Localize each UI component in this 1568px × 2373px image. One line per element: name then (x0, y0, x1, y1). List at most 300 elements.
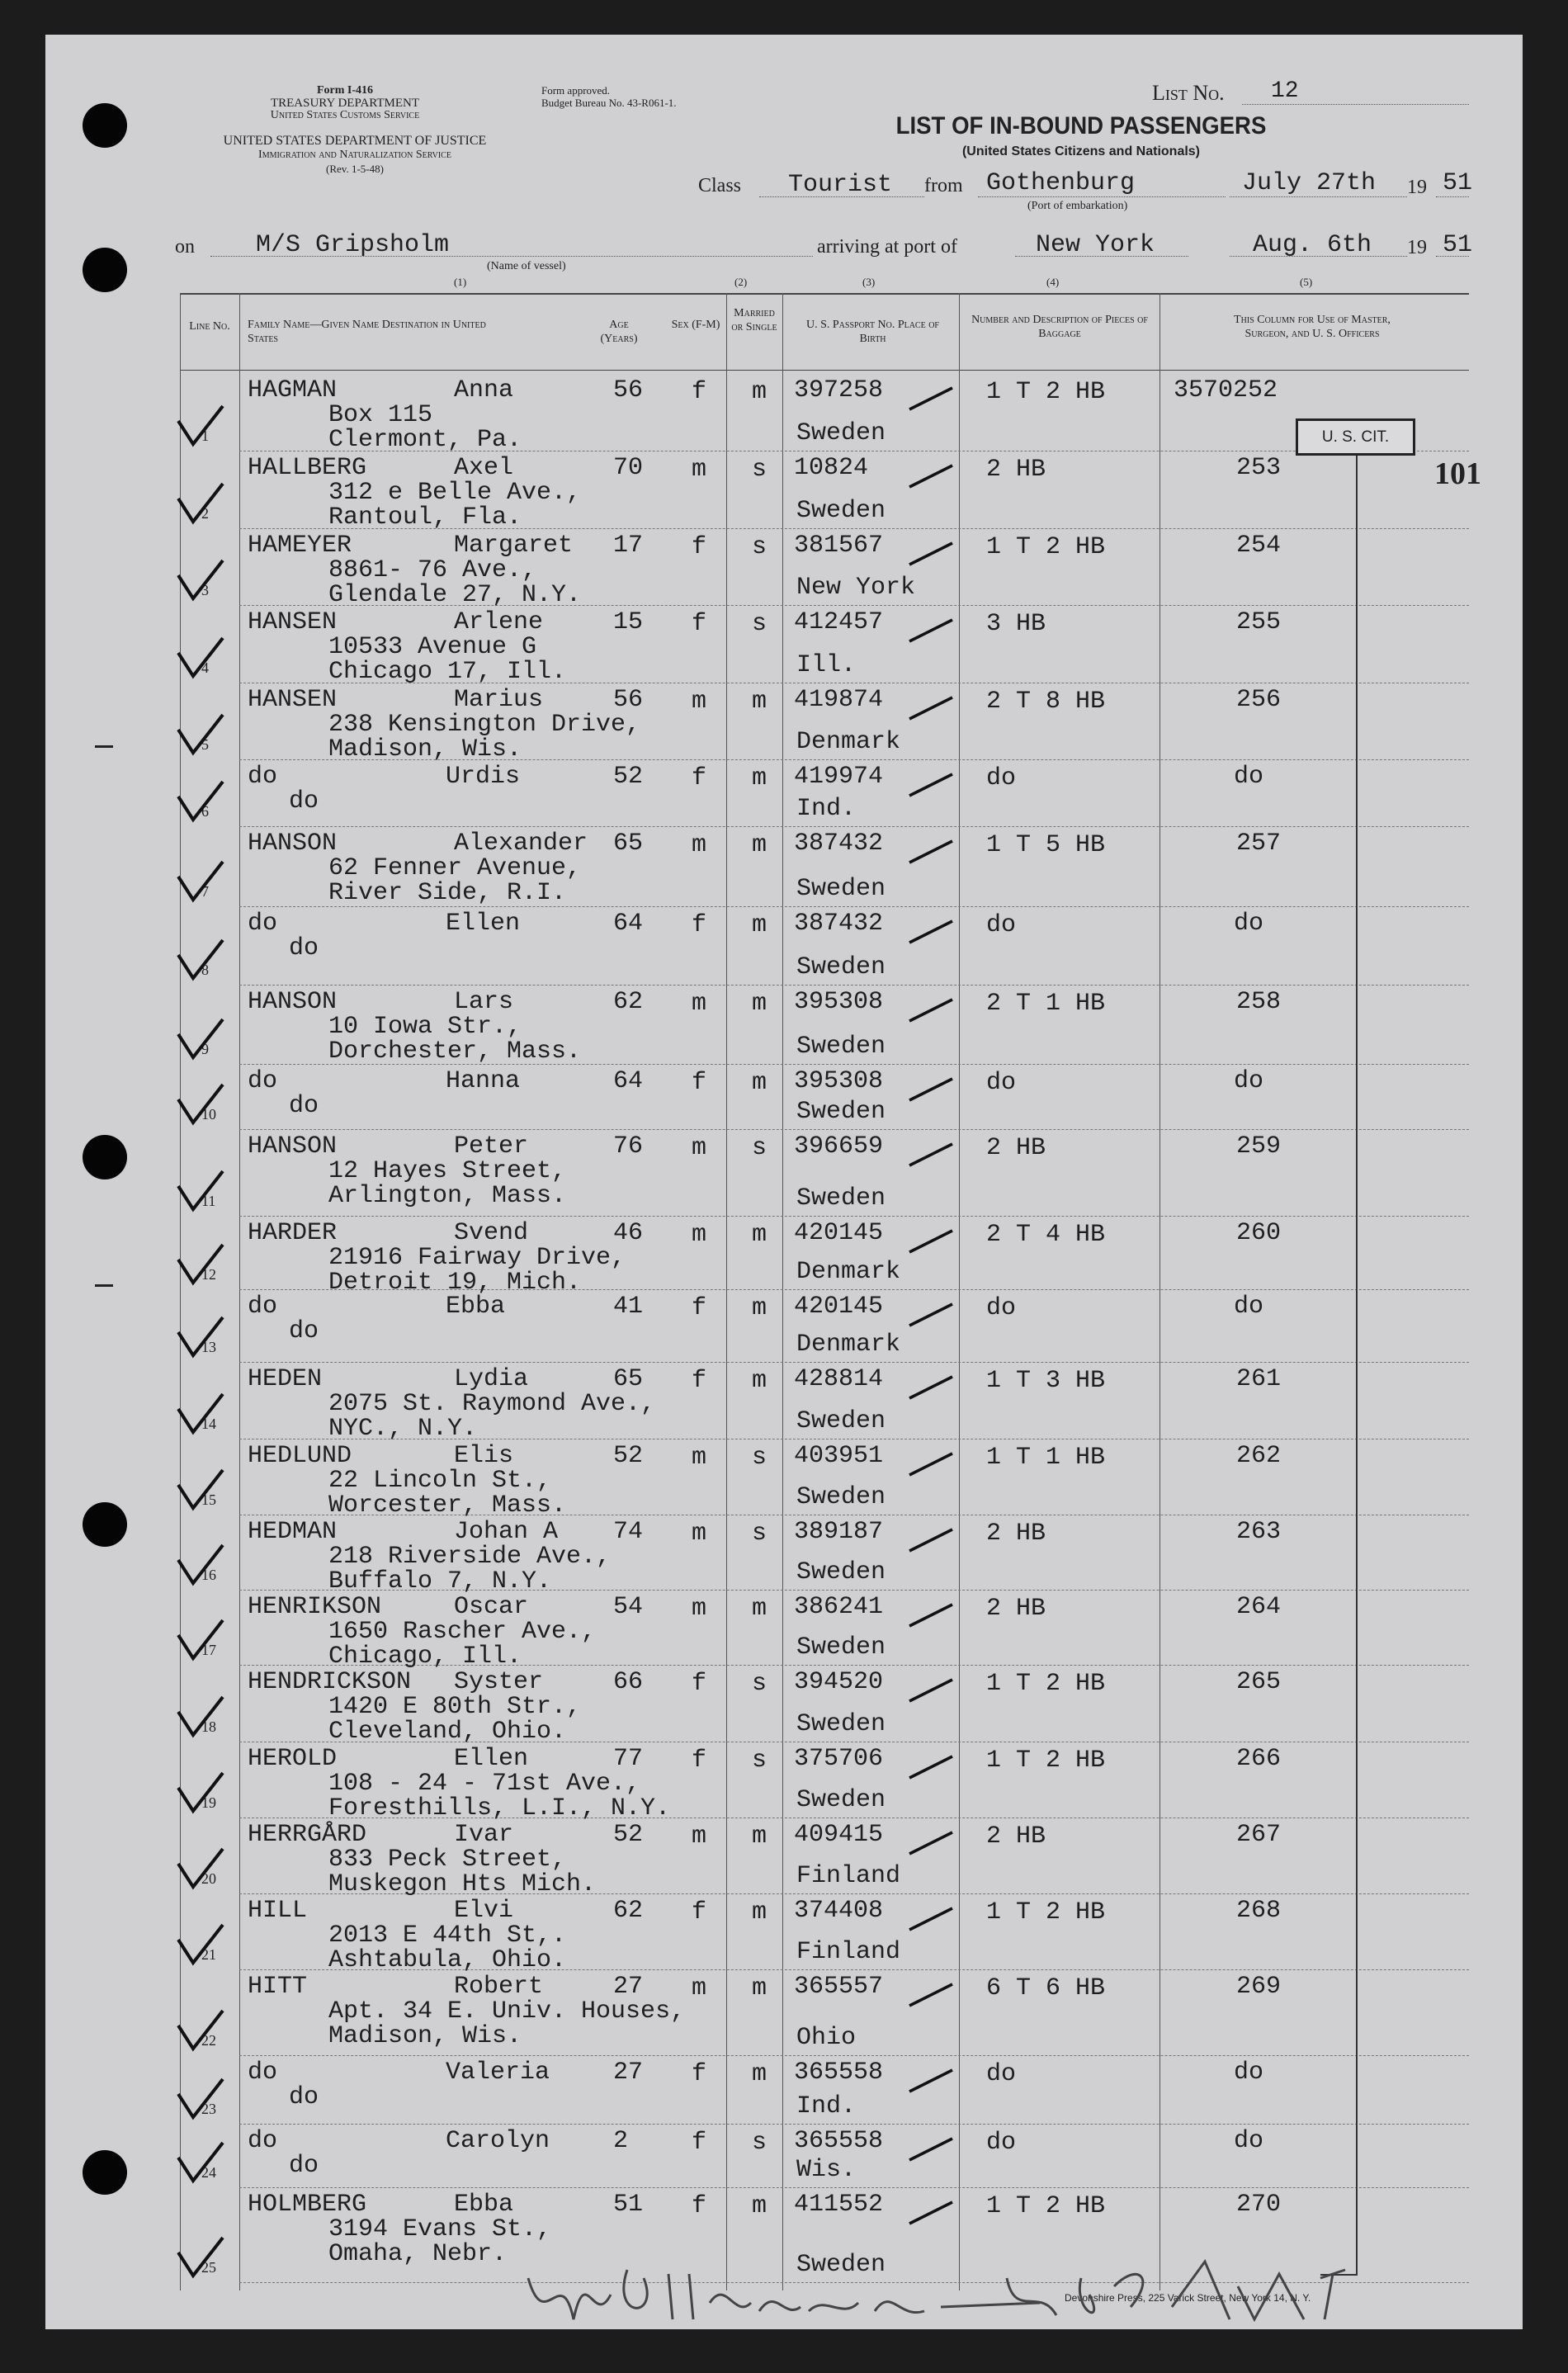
verification-tick (906, 834, 956, 867)
baggage: 1 T 2 HB (986, 1747, 1106, 1775)
line-number: 3 (201, 582, 209, 598)
passport-number: 10824 (794, 454, 869, 482)
family-name: HALLBERG (248, 454, 367, 482)
sex: m (692, 1520, 707, 1548)
on-label: on (175, 236, 195, 258)
baggage: 1 T 2 HB (986, 533, 1106, 561)
passport-number: 412457 (794, 608, 884, 636)
arrival-date: Aug. 6th (1253, 231, 1372, 259)
line-number: 6 (201, 803, 209, 820)
marital-status: m (752, 378, 767, 406)
address-line-2: Omaha, Nebr. (328, 2240, 508, 2268)
family-name: HAGMAN (248, 376, 338, 404)
address-line-1: do (289, 2152, 319, 2180)
address-line-1: 833 Peck Street, (328, 1846, 567, 1874)
baggage: do (986, 1294, 1017, 1322)
check-mark (175, 1617, 224, 1663)
family-name: HANSON (248, 1132, 338, 1161)
line-number: 2 (201, 505, 209, 522)
check-mark (175, 937, 224, 983)
officer-note: 259 (1236, 1132, 1282, 1161)
passport-number: 420145 (794, 1219, 884, 1247)
address-line-2: Ashtabula, Ohio. (328, 1946, 567, 1974)
officer-note: 265 (1236, 1668, 1282, 1696)
address-line-1: Box 115 (328, 401, 433, 429)
line-number: 14 (201, 1416, 216, 1432)
marital-status: m (752, 911, 767, 939)
from-label: from (924, 175, 963, 196)
address-line-1: 10533 Avenue G (328, 633, 537, 661)
col-header-married: Married or Single (731, 307, 777, 333)
family-name: HEDEN (248, 1365, 323, 1393)
marital-status: m (752, 2060, 767, 2088)
officer-note: 267 (1236, 1821, 1282, 1849)
age: 64 (613, 1067, 644, 1095)
age: 52 (613, 1442, 644, 1470)
marital-status: s (752, 610, 767, 638)
vessel-caption: (Name of vessel) (487, 260, 566, 272)
arrival-year: 51 (1443, 231, 1473, 259)
check-mark (175, 1694, 224, 1740)
family-name: HEDLUND (248, 1442, 352, 1470)
family-name: HENDRICKSON (248, 1668, 412, 1696)
sex: f (692, 1747, 707, 1775)
baggage: do (986, 2129, 1017, 2157)
place-of-birth: Wis. (796, 2156, 857, 2184)
arriving-label: arriving at port of (817, 236, 957, 258)
age: 66 (613, 1668, 644, 1696)
family-name: do (248, 1293, 278, 1321)
col-header-line: Line No. (189, 320, 230, 333)
address-line-2: Madison, Wis. (328, 2022, 522, 2050)
line-number: 19 (201, 1794, 216, 1811)
baggage: 2 HB (986, 1520, 1046, 1548)
sex: f (692, 533, 707, 561)
verification-tick (906, 1826, 956, 1859)
address-line-1: 108 - 24 - 71st Ave., (328, 1770, 641, 1798)
passport-number: 375706 (794, 1745, 884, 1773)
address-line-2: Detroit 19, Mich. (328, 1269, 582, 1297)
officer-note: 269 (1236, 1973, 1282, 2001)
printer-imprint: Devonshire Press, 225 Varick Street, New York 14, N. Y. (1065, 2292, 1311, 2304)
punch-hole (83, 103, 127, 148)
row-divider (239, 2055, 1469, 2056)
col-rule (959, 293, 960, 2290)
verification-tick (906, 1447, 956, 1480)
family-name: HAMEYER (248, 532, 352, 560)
address-line-2: Buffalo 7, N.Y. (328, 1567, 552, 1595)
line-number: 13 (201, 1339, 216, 1355)
passport-number: 403951 (794, 1442, 884, 1470)
given-name: Urdis (446, 763, 521, 791)
age: 2 (613, 2127, 629, 2155)
check-mark (175, 1016, 224, 1062)
place-of-birth: Sweden (796, 1558, 886, 1586)
baggage: 1 T 3 HB (986, 1367, 1106, 1395)
sex: f (692, 1670, 707, 1698)
marital-status: s (752, 1747, 767, 1775)
family-name: do (248, 1067, 278, 1095)
address-line-2: Rantoul, Fla. (328, 503, 522, 532)
line-number: 10 (201, 1106, 216, 1123)
address-line-1: Apt. 34 E. Univ. Houses, (328, 1997, 686, 2026)
family-name: HERRGÅRD (248, 1821, 367, 1849)
family-name: HARDER (248, 1219, 338, 1247)
officer-note: 263 (1236, 1518, 1282, 1546)
address-line-1: 2013 E 44th St,. (328, 1922, 567, 1950)
address-line-1: 21916 Fairway Drive, (328, 1244, 626, 1272)
customs-service: United States Customs Service (270, 109, 420, 121)
given-name: Margaret (454, 532, 574, 560)
baggage: 1 T 5 HB (986, 831, 1106, 859)
given-name: Elvi (454, 1897, 514, 1925)
check-mark (175, 2139, 224, 2186)
address-line-1: do (289, 787, 319, 815)
col-num-2: (2) (734, 276, 748, 288)
address-line-1: do (289, 1092, 319, 1120)
marital-status: m (752, 1221, 767, 1249)
baggage: do (986, 1069, 1017, 1097)
age: 41 (613, 1293, 644, 1321)
place-of-birth: Sweden (796, 497, 886, 525)
verification-tick (906, 459, 956, 492)
verification-tick (906, 1750, 956, 1783)
officer-note: 257 (1236, 830, 1282, 858)
punch-hole (83, 1135, 127, 1179)
given-name: Ellen (446, 910, 521, 938)
sex: m (692, 1444, 707, 1472)
age: 77 (613, 1745, 644, 1773)
officer-note: 266 (1236, 1745, 1282, 1773)
justice-dept: UNITED STATES DEPARTMENT OF JUSTICE (223, 134, 487, 148)
check-mark (175, 1922, 224, 1968)
officer-note: 261 (1236, 1365, 1282, 1393)
baggage: 2 HB (986, 1595, 1046, 1623)
baggage: 2 HB (986, 456, 1046, 484)
place-of-birth: Sweden (796, 1786, 886, 1814)
marital-status: m (752, 2192, 767, 2220)
place-of-birth: Denmark (796, 1331, 901, 1359)
place-of-birth: Denmark (796, 1258, 901, 1286)
col-num-5: (5) (1300, 276, 1313, 288)
place-of-birth: Denmark (796, 728, 901, 756)
address-line-2: Clermont, Pa. (328, 426, 522, 454)
form-approved: Form approved. (541, 84, 611, 97)
marital-status: s (752, 1444, 767, 1472)
form-number: Form I-416 (316, 84, 374, 97)
verification-tick (906, 768, 956, 801)
sex: f (692, 2192, 707, 2220)
address-line-1: 3194 Evans St., (328, 2215, 552, 2243)
row-divider (239, 1129, 1469, 1130)
passport-number: 365558 (794, 2127, 884, 2155)
margin-mark (95, 745, 113, 748)
passport-number: 389187 (794, 1518, 884, 1546)
check-mark (175, 711, 224, 758)
verification-tick (906, 1598, 956, 1631)
officer-note: 270 (1236, 2191, 1282, 2219)
passport-number: 420145 (794, 1293, 884, 1321)
given-name: Ivar (454, 1821, 514, 1849)
verification-tick (906, 1978, 956, 2011)
age: 64 (613, 910, 644, 938)
officer-note: do (1234, 2127, 1264, 2155)
col-header-name: Family Name—Given Name Destination in United States (248, 319, 486, 345)
marital-status: m (752, 1069, 767, 1097)
officer-note: 253 (1236, 454, 1282, 482)
sex: f (692, 1367, 707, 1395)
baggage: do (986, 911, 1017, 939)
check-mark (175, 2007, 224, 2054)
given-name: Arlene (454, 608, 544, 636)
sex: m (692, 1134, 707, 1162)
verification-tick (906, 1137, 956, 1170)
row-divider (239, 826, 1469, 827)
row-divider (239, 2124, 1469, 2125)
place-of-birth: Sweden (796, 1033, 886, 1061)
age: 54 (613, 1593, 644, 1621)
officer-note: do (1234, 910, 1264, 938)
verification-tick (906, 1224, 956, 1257)
address-line-2: NYC., N.Y. (328, 1415, 478, 1443)
verification-tick (906, 1902, 956, 1935)
age: 62 (613, 988, 644, 1016)
budget-bureau: Budget Bureau No. 43-R061-1. (541, 97, 677, 109)
address-line-1: do (289, 1317, 319, 1345)
passport-number: 386241 (794, 1593, 884, 1621)
place-of-birth: Sweden (796, 419, 886, 447)
place-of-birth: Finland (796, 1938, 901, 1966)
officer-note: do (1234, 763, 1264, 791)
given-name: Svend (454, 1219, 529, 1247)
address-line-1: 1420 E 80th Str., (328, 1693, 582, 1721)
age: 46 (613, 1219, 644, 1247)
line-number: 22 (201, 2032, 216, 2049)
col-num-4: (4) (1046, 276, 1060, 288)
list-no-label: List No. (1152, 81, 1225, 105)
check-mark (175, 1770, 224, 1816)
address-line-2: Dorchester, Mass. (328, 1038, 582, 1066)
family-name: HENRIKSON (248, 1593, 382, 1621)
family-name: HITT (248, 1973, 308, 2001)
marital-status: m (752, 1595, 767, 1623)
family-name: HEROLD (248, 1745, 338, 1773)
age: 65 (613, 1365, 644, 1393)
check-mark (175, 1391, 224, 1437)
officer-note: do (1234, 1293, 1264, 1321)
given-name: Lars (454, 988, 514, 1016)
age: 62 (613, 1897, 644, 1925)
col-num-3: (3) (862, 276, 876, 288)
verification-tick (906, 613, 956, 646)
bracket-line (1356, 456, 1358, 2276)
line-number: 5 (201, 736, 209, 753)
family-name: do (248, 763, 278, 791)
check-mark (175, 1314, 224, 1360)
given-name: Robert (454, 1973, 544, 2001)
baggage: 1 T 1 HB (986, 1444, 1106, 1472)
sex: m (692, 1822, 707, 1851)
sex: m (692, 831, 707, 859)
family-name: do (248, 910, 278, 938)
marital-status: m (752, 1898, 767, 1926)
sex: m (692, 1595, 707, 1623)
passport-number: 409415 (794, 1821, 884, 1849)
marital-status: m (752, 1294, 767, 1322)
address-line-1: 8861- 76 Ave., (328, 556, 537, 584)
age: 65 (613, 830, 644, 858)
given-name: Lydia (454, 1365, 529, 1393)
class-value: Tourist (788, 171, 893, 199)
age: 56 (613, 686, 644, 714)
baggage: do (986, 2060, 1017, 2088)
marital-status: m (752, 688, 767, 716)
check-mark (175, 480, 224, 527)
address-line-2: Arlington, Mass. (328, 1182, 567, 1210)
given-name: Carolyn (446, 2127, 550, 2155)
row-divider (239, 1216, 1469, 1217)
family-name: HEDMAN (248, 1518, 338, 1546)
place-of-birth: Ohio (796, 2024, 857, 2052)
age: 15 (613, 608, 644, 636)
passport-number: 374408 (794, 1897, 884, 1925)
age: 56 (613, 376, 644, 404)
form-subtitle: (United States Citizens and Nationals) (961, 144, 1201, 158)
col-header-baggage: Number and Description of Pieces of Baggage (971, 314, 1148, 340)
sex: m (692, 688, 707, 716)
passport-number: 365558 (794, 2059, 884, 2087)
officer-note: 256 (1236, 686, 1282, 714)
vessel-name: M/S Gripsholm (256, 231, 450, 259)
sex: f (692, 1294, 707, 1322)
embark-caption: (Port of embarkation) (1027, 200, 1128, 212)
baggage: 2 HB (986, 1822, 1046, 1851)
marital-status: s (752, 1134, 767, 1162)
punch-hole (83, 2150, 127, 2195)
baggage: 1 T 2 HB (986, 2192, 1106, 2220)
sex: f (692, 2129, 707, 2157)
baggage: 2 HB (986, 1134, 1046, 1162)
arrival-port: New York (1036, 231, 1155, 259)
family-name: HILL (248, 1897, 308, 1925)
check-mark (175, 1542, 224, 1588)
family-name: HOLMBERG (248, 2191, 367, 2219)
verification-tick (906, 2063, 956, 2096)
place-of-birth: Ind. (796, 2092, 857, 2120)
check-mark (175, 403, 224, 449)
check-mark (175, 1241, 224, 1288)
given-name: Alexander (454, 830, 588, 858)
col-rule (1159, 293, 1160, 2290)
verification-tick (906, 2196, 956, 2229)
officer-signature (512, 2229, 1485, 2344)
marital-status: m (752, 1367, 767, 1395)
age: 76 (613, 1132, 644, 1161)
line-number: 21 (201, 1946, 216, 1963)
punch-hole (83, 1502, 127, 1547)
line-number: 11 (201, 1193, 216, 1209)
table-top-rule (180, 293, 1469, 295)
age: 70 (613, 454, 644, 482)
verification-tick (906, 691, 956, 724)
line-number: 8 (201, 962, 209, 978)
given-name: Axel (454, 454, 514, 482)
address-line-1: 62 Fenner Avenue, (328, 854, 582, 882)
passport-number: 365557 (794, 1973, 884, 2001)
address-line-1: 218 Riverside Ave., (328, 1543, 612, 1571)
marital-status: m (752, 764, 767, 792)
col-header-sex: Sex (F-M) (671, 319, 720, 331)
passport-number: 396659 (794, 1132, 884, 1161)
col-num-1: (1) (454, 276, 467, 288)
given-name: Johan A (454, 1518, 559, 1546)
marital-status: s (752, 1670, 767, 1698)
check-mark (175, 1168, 224, 1214)
sex: f (692, 2060, 707, 2088)
place-of-birth: Ind. (796, 795, 857, 823)
given-name: Oscar (454, 1593, 529, 1621)
address-line-1: 312 e Belle Ave., (328, 479, 582, 507)
baggage: 2 T 1 HB (986, 990, 1106, 1018)
check-mark (175, 1081, 224, 1127)
baggage: 2 T 8 HB (986, 688, 1106, 716)
verification-tick (906, 915, 956, 948)
place-of-birth: New York (796, 574, 916, 602)
baggage: 6 T 6 HB (986, 1974, 1106, 2002)
officer-note: 254 (1236, 532, 1282, 560)
us-cit-stamp: U. S. CIT. (1296, 418, 1415, 456)
sex: f (692, 378, 707, 406)
line-number: 16 (201, 1567, 216, 1583)
col-rule (726, 293, 727, 2290)
baggage: 2 T 4 HB (986, 1221, 1106, 1249)
sex: m (692, 1974, 707, 2002)
marital-status: m (752, 1822, 767, 1851)
given-name: Ellen (454, 1745, 529, 1773)
address-line-1: 10 Iowa Str., (328, 1013, 522, 1041)
officer-note: 262 (1236, 1442, 1282, 1470)
address-line-1: do (289, 934, 319, 962)
check-mark (175, 858, 224, 905)
given-name: Ebba (454, 2191, 514, 2219)
sex: f (692, 1898, 707, 1926)
place-of-birth: Sweden (796, 1184, 886, 1212)
verification-tick (906, 1370, 956, 1403)
age: 52 (613, 763, 644, 791)
margin-number: 101 (1434, 456, 1481, 491)
address-line-1: 238 Kensington Drive, (328, 711, 641, 739)
place-of-birth: Sweden (796, 953, 886, 981)
list-no-line (1242, 104, 1469, 105)
line-number: 25 (201, 2259, 216, 2276)
officer-note: 255 (1236, 608, 1282, 636)
address-line-1: 22 Lincoln St., (328, 1467, 552, 1495)
officer-note: 268 (1236, 1897, 1282, 1925)
place-of-birth: Sweden (796, 1407, 886, 1435)
verification-tick (906, 993, 956, 1026)
verification-tick (906, 2132, 956, 2165)
ins-service: Immigration and Naturalization Service (258, 149, 451, 161)
address-line-1: do (289, 2083, 319, 2111)
passport-number: 387432 (794, 830, 884, 858)
line-number: 12 (201, 1266, 216, 1283)
given-name: Peter (454, 1132, 529, 1161)
verification-tick (906, 1298, 956, 1331)
passport-number: 395308 (794, 1067, 884, 1095)
marital-status: s (752, 533, 767, 561)
sex: f (692, 764, 707, 792)
family-name: HANSEN (248, 608, 338, 636)
